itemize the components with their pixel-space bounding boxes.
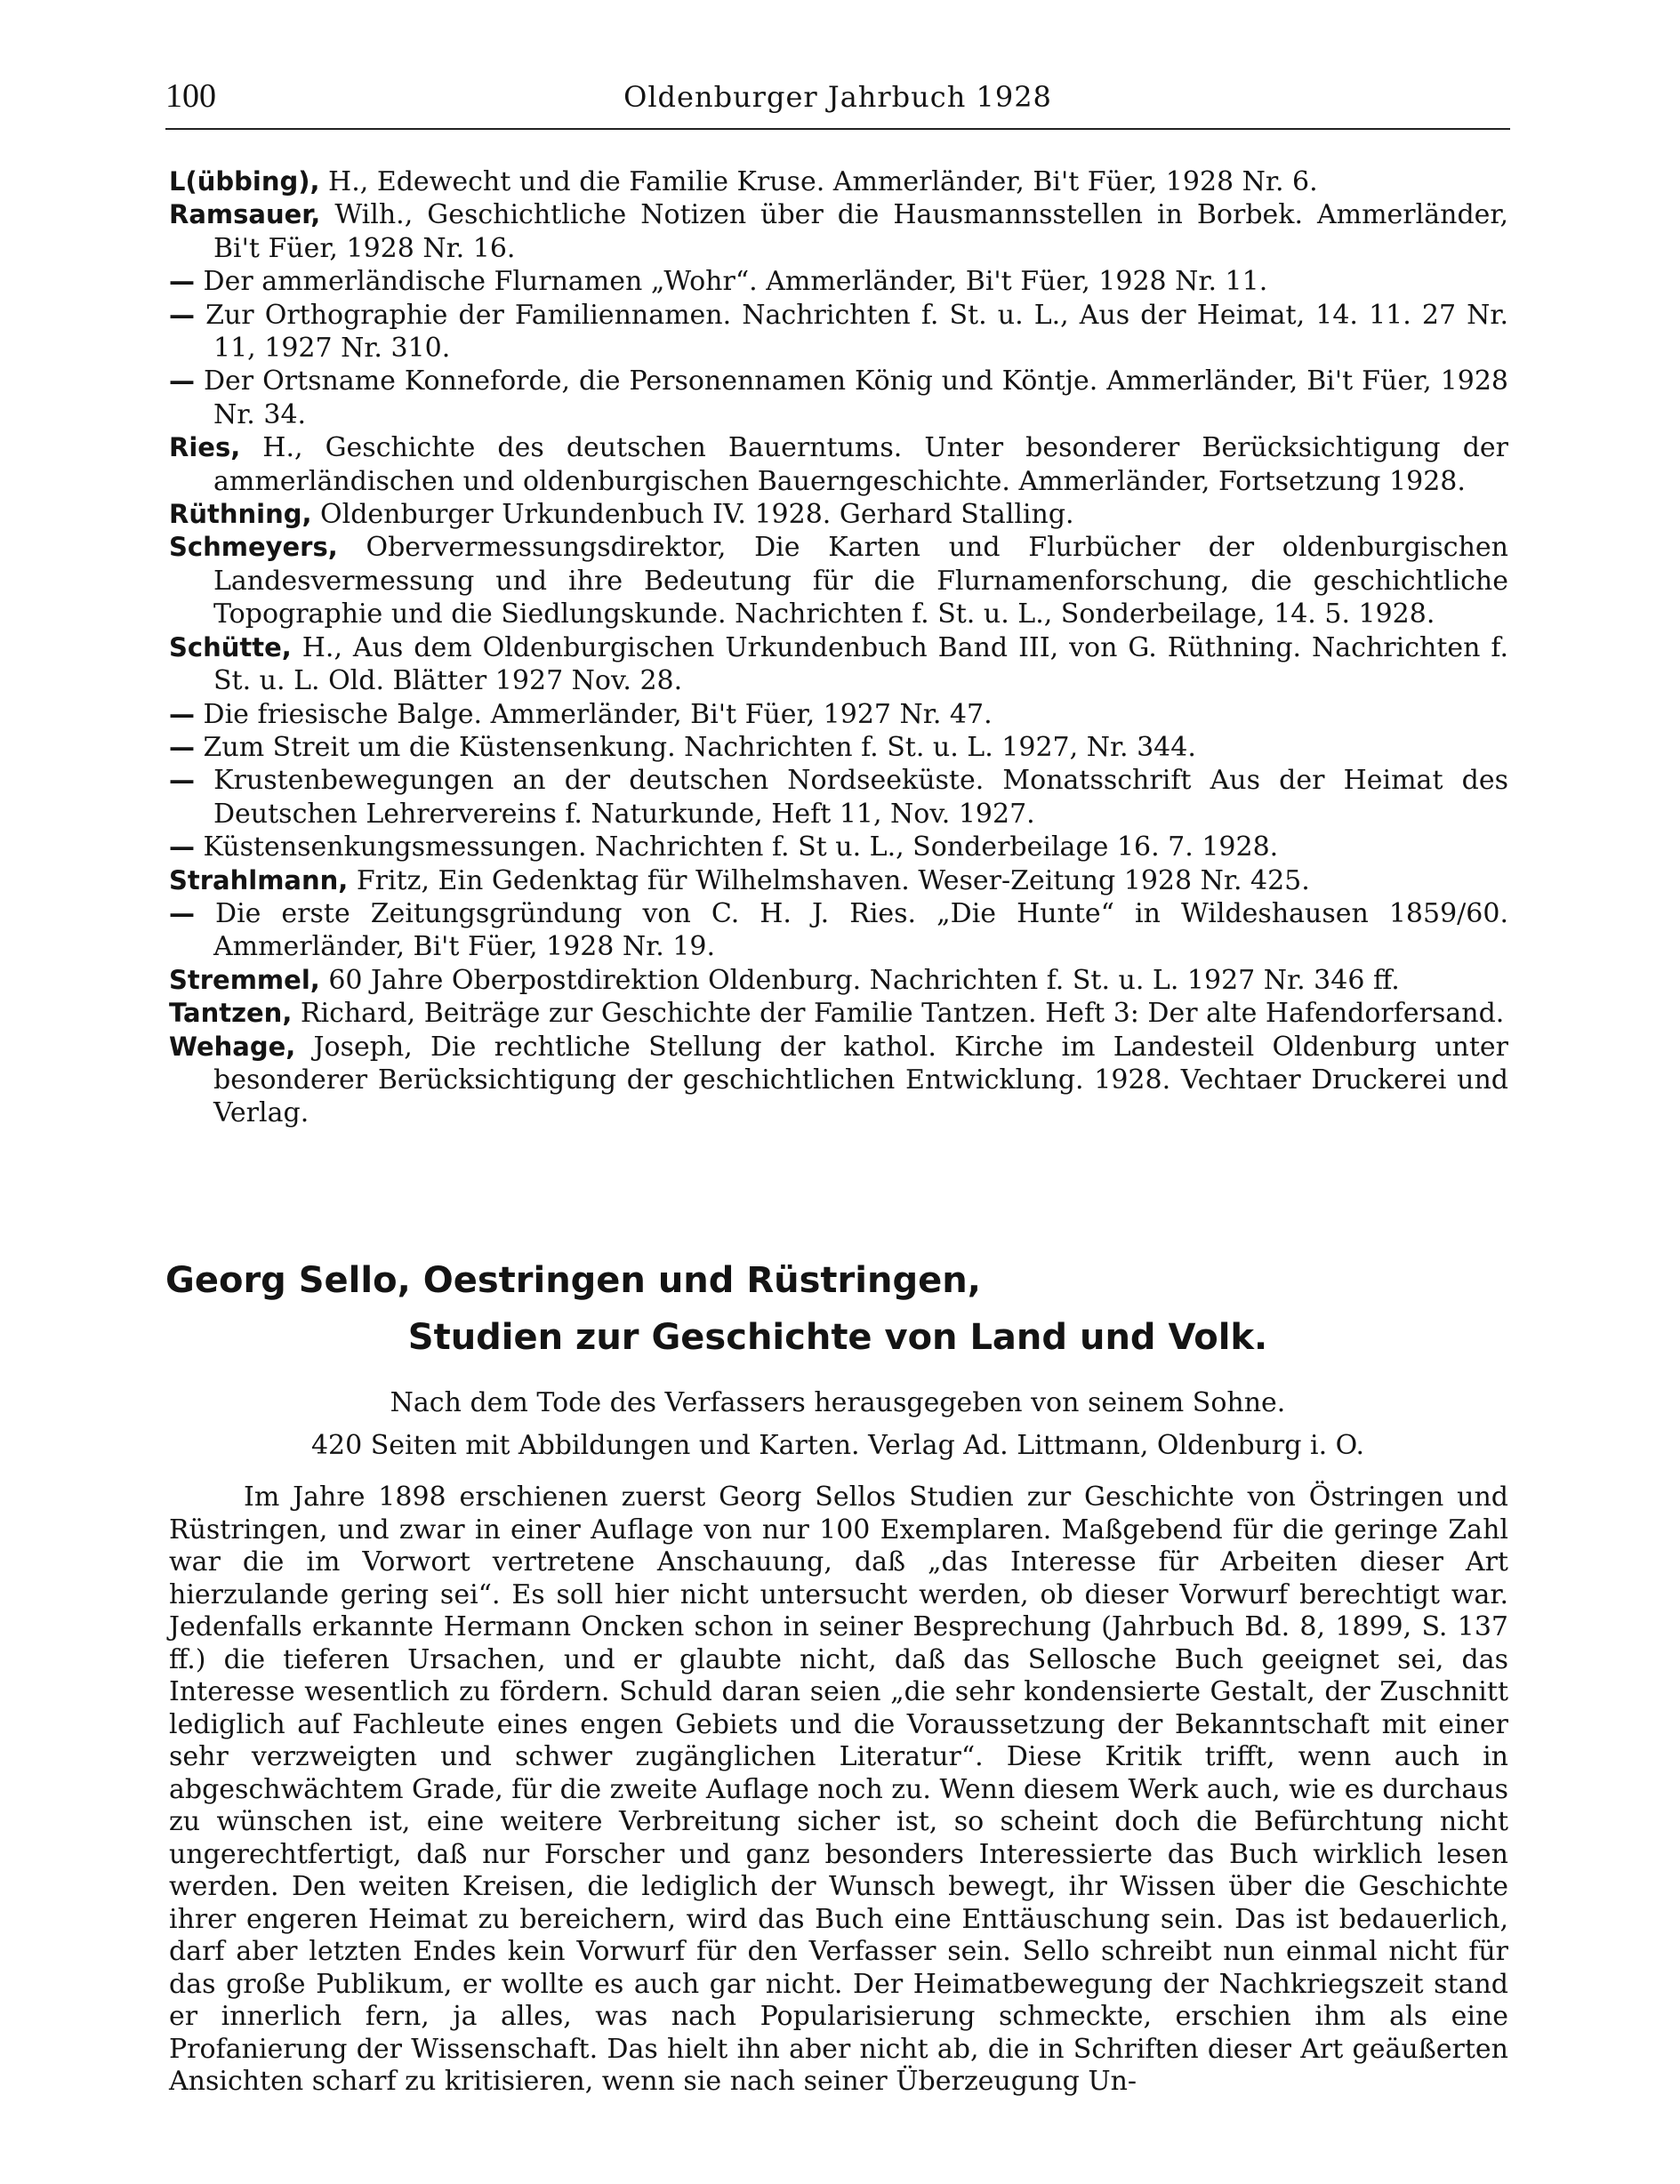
bibliography-list [169, 165, 1508, 1130]
bibliography-entry [169, 531, 1508, 630]
bibliography-entry [169, 431, 1508, 498]
entry-text: Wilh., Geschichtliche Notizen über die Hausmannsstellen in Borbek. Ammerländer, Bi't Füer, 1928 Nr. 16. [213, 199, 1508, 264]
entry-text: Der ammerländische Flurnamen „Wohr“. Ammerländer, Bi't Füer, 1928 Nr. 11. [195, 266, 1268, 298]
entry-author: Schütte, [169, 631, 292, 662]
entry-text: Zum Streit um die Küstensenkung. Nachrichten f. St. u. L. 1927, Nr. 344. [195, 731, 1196, 763]
book-subtitle [165, 1382, 1510, 1467]
entry-text: Obervermessungsdirektor, Die Karten und Flurbücher der oldenburgischen Landesvermessung und ihre Bedeutung für die Flurnamenforschung, die geschichtliche Topographie und die Siedlungskunde. Nachrichten f. St. u. L., Sonderbeilage, 14. 5. 1928. [213, 532, 1508, 630]
entry-author: — [169, 266, 195, 297]
entry-author: Rüthning, [169, 499, 312, 530]
book-subtitle-line-2: 420 Seiten mit Abbildungen und Karten. Verlag Ad. Littmann, Oldenburg i. O. [310, 1430, 1365, 1461]
bibliography-entry [169, 831, 1508, 863]
entry-text: 60 Jahre Oberpostdirektion Oldenburg. Nachrichten f. St. u. L. 1927 Nr. 346 ff. [319, 964, 1400, 996]
entry-text: Krustenbewegungen an der deutschen Nordseeküste. Monatsschrift Aus der Heimat des Deutschen Lehrervereins f. Naturkunde, Heft 11, Nov. 1927. [195, 765, 1508, 830]
bibliography-entry [169, 964, 1508, 997]
entry-text: Joseph, Die rechtliche Stellung der kathol. Kirche im Landesteil Oldenburg unter besonderer Berücksichtigung der geschichtlichen Entwicklung. 1928. Vechtaer Druckerei und Verlag. [213, 1031, 1508, 1129]
bibliography-entry [169, 698, 1508, 731]
entry-author: — [169, 765, 195, 796]
bibliography-entry [169, 299, 1508, 365]
book-title-line-1: Georg Sello, Oestringen und Rüstringen, [165, 1260, 981, 1301]
entry-text: Die friesische Balge. Ammerländer, Bi't Füer, 1927 Nr. 47. [195, 698, 993, 730]
bibliography-entry [169, 631, 1508, 698]
entry-author: Ramsauer, [169, 199, 321, 230]
entry-text: Zur Orthographie der Familiennamen. Nachrichten f. St. u. L., Aus der Heimat, 14. 11. 27 Nr. 11, 1927 Nr. 310. [195, 299, 1508, 365]
entry-text: H., Edewecht und die Familie Kruse. Ammerländer, Bi't Füer, 1928 Nr. 6. [319, 166, 1318, 197]
bibliography-entry [169, 198, 1508, 265]
entry-text: H., Geschichte des deutschen Bauerntums. Unter besonderer Berücksichtigung der ammerländischen und oldenburgischen Bauerngeschichte. Ammerländer, Fortsetzung 1928. [213, 432, 1508, 497]
entry-text: Oldenburger Urkundenbuch IV. 1928. Gerhard Stalling. [311, 499, 1074, 531]
entry-author: — [169, 365, 195, 397]
entry-text: Richard, Beiträge zur Geschichte der Familie Tantzen. Heft 3: Der alte Hafendorfersand. [292, 998, 1505, 1030]
entry-text: Die erste Zeitungsgründung von C. H. J. Ries. „Die Hunte“ in Wildeshausen 1859/60. Ammerländer, Bi't Füer, 1928 Nr. 19. [195, 897, 1508, 963]
bibliography-entry [169, 864, 1508, 897]
entry-author: — [169, 831, 195, 863]
entry-author: — [169, 299, 195, 330]
book-title-block [165, 1254, 1510, 1467]
bibliography-entry [169, 165, 1508, 198]
entry-author: Stremmel, [169, 964, 320, 995]
bibliography-entry [169, 498, 1508, 531]
entry-author: — [169, 897, 195, 928]
bibliography-entry [169, 731, 1508, 764]
bibliography-entry [169, 1031, 1508, 1130]
entry-author: Strahlmann, [169, 864, 349, 895]
entry-author: Tantzen, [169, 998, 293, 1029]
entry-text: Der Ortsname Konneforde, die Personennamen König und Köntje. Ammerländer, Bi't Füer, 1928 Nr. 34. [195, 365, 1508, 430]
entry-author: — [169, 731, 195, 762]
book-subtitle-line-1: Nach dem Tode des Verfassers herausgegeben von seinem Sohne. [390, 1387, 1286, 1418]
page-number: 100 [165, 77, 216, 115]
page-header [165, 71, 1510, 130]
book-title-line-2: Studien zur Geschichte von Land und Volk. [407, 1317, 1268, 1358]
entry-text: Fritz, Ein Gedenktag für Wilhelmshaven. Weser-Zeitung 1928 Nr. 425. [348, 864, 1310, 896]
entry-text: Küstensenkungsmessungen. Nachrichten f. St u. L., Sonderbeilage 16. 7. 1928. [195, 831, 1279, 863]
entry-author: Ries, [169, 432, 241, 463]
bibliography-entry [169, 997, 1508, 1030]
running-title: Oldenburger Jahrbuch 1928 [623, 80, 1052, 114]
bibliography-entry [169, 897, 1508, 964]
entry-author: L(übbing), [169, 166, 320, 197]
review-paragraph: Im Jahre 1898 erschienen zuerst Georg Sellos Studien zur Geschichte von Östringen und Rüstringen, und zwar in einer Auflage von nur 100 Exemplaren. Maßgebend für die geringe Zahl war die im Vorwort vertretene Anschauung, daß „das Interesse für Arbeiten dieser Art hierzulande gering sei“. Es soll hier nicht untersucht werden, ob dieser Vorwurf berechtigt war. Jedenfalls erkannte Hermann Oncken schon in seiner Besprechung (Jahrbuch Bd. 8, 1899, S. 137 ff.) die tieferen Ursachen, und er glaubte nicht, daß das Sellosche Buch geeignet sei, das Interesse wesentlich zu fördern. Schuld daran seien „die sehr kondensierte Gestalt, der Zuschnitt lediglich auf Fachleute eines engen Gebiets und die Voraussetzung der Bekanntschaft mit einer sehr verzweigten und schwer zugänglichen Literatur“. Diese Kritik trifft, wenn auch in abgeschwächtem Grade, für die zweite Auflage noch zu. Wenn diesem Werk auch, wie es durchaus zu wünschen ist, eine weitere Verbreitung sicher ist, so scheint doch die Befürchtung nicht ungerechtfertigt, daß nur Forscher und ganz besonders Interessierte das Buch wirklich lesen werden. Den weiten Kreisen, die lediglich der Wunsch bewegt, ihr Wissen über die Geschichte ihrer engeren Heimat zu bereichern, wird das Buch eine Enttäuschung sein. Das ist bedauerlich, darf aber letzten Endes kein Vorwurf für den Verfasser sein. Sello schreibt nun einmal nicht für das große Publikum, er wollte es auch gar nicht. Der Heimatbewegung der Nachkriegszeit stand er innerlich fern, ja alles, was nach Popularisierung schmeckte, erschien ihm als eine Profanierung der Wissenschaft. Das hielt ihn aber nicht ab, die in Schriften dieser Art geäußerten Ansichten scharf zu kritisieren, wenn sie nach seiner Überzeugung Un- [169, 1481, 1508, 2097]
entry-text: H., Aus dem Oldenburgischen Urkundenbuch Band III, von G. Rüthning. Nachrichten f. St. u. L. Old. Blätter 1927 Nov. 28. [213, 631, 1508, 697]
entry-author: Schmeyers, [169, 532, 338, 563]
bibliography-entry [169, 764, 1508, 831]
entry-author: — [169, 698, 195, 729]
entry-author: Wehage, [169, 1031, 296, 1062]
bibliography-entry [169, 365, 1508, 431]
bibliography-entry [169, 265, 1508, 298]
